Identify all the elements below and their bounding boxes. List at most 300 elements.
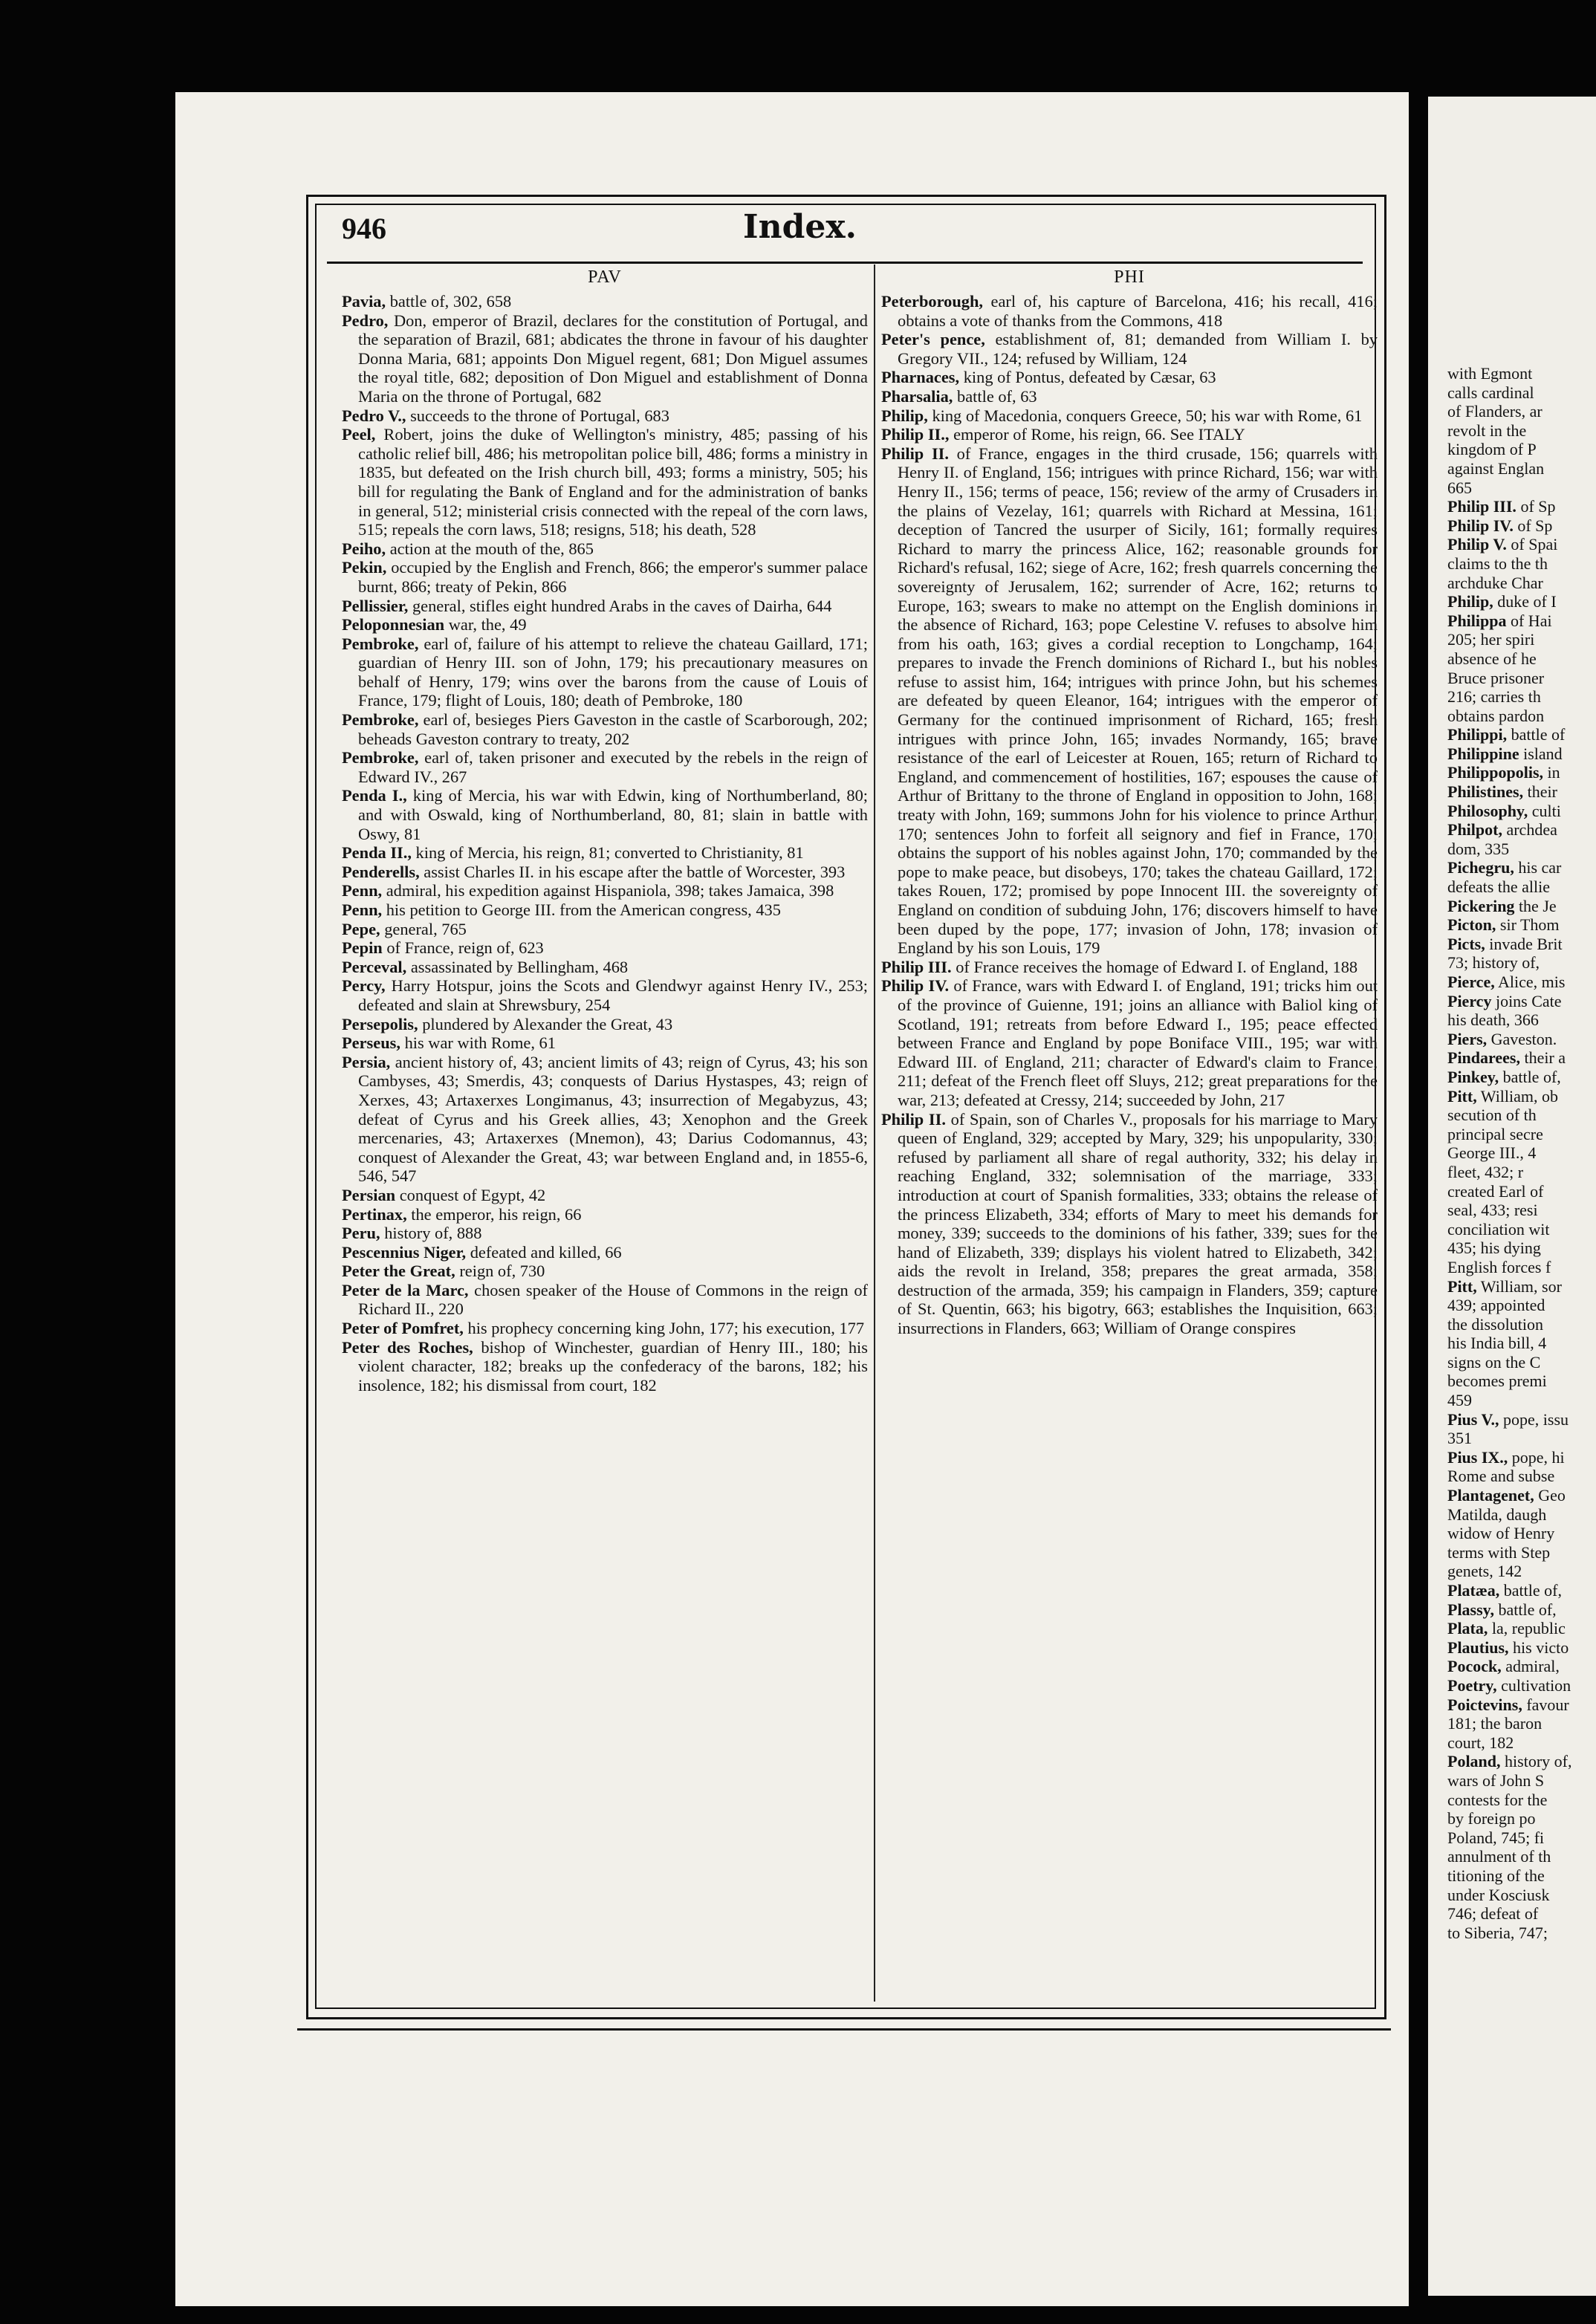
entry-text: la, republic	[1488, 1619, 1566, 1638]
entry-text: against Englan	[1447, 458, 1545, 478]
entry-text: island	[1519, 744, 1563, 763]
entry-text: of Flanders, ar	[1447, 402, 1543, 421]
entry-headword: Piers,	[1447, 1029, 1488, 1048]
index-entry	[1447, 440, 1596, 459]
entry-text: Geo	[1534, 1486, 1566, 1505]
entry-text: Poland, 745; fi	[1447, 1828, 1545, 1847]
index-entry	[881, 330, 1378, 368]
index-entry	[342, 597, 868, 616]
index-entry	[1447, 497, 1596, 516]
entry-headword: Piercy	[1447, 991, 1492, 1010]
index-entry	[342, 1319, 868, 1338]
index-entry	[1447, 1733, 1596, 1753]
entry-text: archdea	[1502, 820, 1557, 840]
index-entry	[1447, 1904, 1596, 1924]
entry-text: assassinated by Bellingham, 468	[406, 957, 629, 976]
entry-text: earl of, taken prisoner and executed by the rebels in the reign of Edward IV., 267	[358, 748, 868, 786]
entry-headword: Philip,	[881, 406, 928, 425]
entry-text: action at the mouth of the, 865	[386, 539, 594, 558]
index-entry	[1447, 992, 1596, 1011]
entry-text: emperor of Rome, his reign, 66. See ITALY	[949, 425, 1245, 444]
index-entry	[1447, 421, 1596, 441]
entry-text: 665	[1447, 478, 1472, 497]
entry-headword: Pekin,	[342, 558, 387, 577]
index-entry	[342, 786, 868, 843]
index-entry	[342, 292, 868, 311]
entry-text: court, 182	[1447, 1733, 1514, 1752]
entry-headword: Picton,	[1447, 915, 1496, 935]
entry-headword: Peter's pence,	[881, 330, 985, 349]
index-entry	[1447, 1334, 1596, 1353]
index-entry	[1447, 973, 1596, 992]
entry-headword: Philip,	[1447, 592, 1493, 611]
entry-text: of Spain, son of Charles V., proposals for his marriage to Mary queen of England, 329; accepted by Mary, 329; his unpopularity, 330; refused by parliament all share of regal authority, 332; his delay in reaching England, 332; solemnisation of the marriage, 333; introduction at court of Spanish formalities, 333; obtains the release of the princess Elizabeth, 334; efforts of Mary to meet his demands for money, 339; succeeds to the dominions of his father, 339; sues for the hand of Elizabeth, 339; displays his violent hatred to Elizabeth, 342; aids the revolt in Ireland, 358; prepares the great armada, 358; destruction of the armada, 359; his campaign in Flanders, 359; capture of St. Quentin, 663; his bigotry, 663; establishes the Inquisition, 663; insurrections in Flanders, 663; William of Orange conspires	[898, 1109, 1378, 1338]
index-entry	[1447, 1296, 1596, 1315]
entry-text: defeated and killed, 66	[466, 1242, 622, 1262]
entry-headword: Peter of Pomfret,	[342, 1319, 464, 1338]
index-entry	[1447, 1068, 1596, 1087]
entry-headword: Perseus,	[342, 1033, 400, 1053]
entry-headword: Philip V.	[1447, 535, 1507, 554]
index-entry	[1447, 1220, 1596, 1239]
entry-text: establishment of, 81; demanded from William I. by Gregory VII., 124; refused by William, 124	[898, 330, 1378, 368]
entry-text: war, the, 49	[444, 615, 527, 634]
entry-text: of France, wars with Edward I. of England, 191; tricks him out of the province of Guienne, 191; joins an alliance with Baliol king of Scotland, 191; retreats from before Edward I., 195; peace effected between France and England by pope Boniface VIII., 195; war with Edward III. of England, 211; character of Edward's claim to France, 211; defeat of the French fleet off Sluys, 212; great preparations for the war, 213; defeated at Cressy, 214; succeeded by John, 217	[898, 976, 1378, 1109]
index-entry	[1447, 1315, 1596, 1334]
index-entry	[342, 748, 868, 786]
index-entry	[1447, 858, 1596, 877]
index-entry	[881, 958, 1378, 977]
entry-headword: Peel,	[342, 425, 376, 444]
entry-headword: Penn,	[342, 900, 383, 919]
entry-text: his victo	[1508, 1637, 1569, 1657]
entry-text: battle of, 302, 658	[386, 292, 512, 311]
entry-headword: Philip II.	[881, 1109, 946, 1129]
entry-headword: Pitt,	[1447, 1276, 1477, 1296]
entry-text: bishop of Winchester, guardian of Henry III., 180; his violent character, 182; breaks up the confederacy of the barons, 182; his insolence, 182; his dismissal from court, 182	[358, 1337, 868, 1395]
entry-headword: Peter des Roches,	[342, 1337, 473, 1357]
entry-text: by foreign po	[1447, 1809, 1536, 1828]
entry-headword: Philpot,	[1447, 820, 1502, 840]
entry-text: 435; his dying	[1447, 1239, 1541, 1258]
index-entry	[881, 976, 1378, 1109]
index-entry	[1447, 1886, 1596, 1905]
entry-text: 351	[1447, 1429, 1472, 1448]
entry-text: duke of I	[1493, 592, 1557, 611]
index-entry	[1447, 1657, 1596, 1676]
entry-text: 73; history of,	[1447, 953, 1540, 973]
index-entry	[1447, 1182, 1596, 1201]
entry-text: principal secre	[1447, 1124, 1543, 1143]
entry-headword: Pharsalia,	[881, 386, 953, 406]
index-entry	[1447, 1258, 1596, 1277]
entry-headword: Philip III.	[881, 957, 952, 976]
index-entry	[881, 292, 1378, 330]
entry-headword: Platæa,	[1447, 1581, 1500, 1600]
entry-text: their a	[1519, 1048, 1566, 1068]
entry-text: under Kosciusk	[1447, 1885, 1550, 1904]
entry-headword: Penda I.,	[342, 786, 407, 805]
index-entry	[342, 1281, 868, 1319]
index-entry	[1447, 1695, 1596, 1715]
index-entry	[1447, 1676, 1596, 1695]
entry-text: conciliation wit	[1447, 1219, 1550, 1239]
entry-headword: Pepe,	[342, 919, 380, 938]
entry-text: battle of,	[1499, 1067, 1561, 1086]
entry-headword: Pembroke,	[342, 634, 419, 653]
index-entry	[342, 881, 868, 900]
index-entry	[1447, 1048, 1596, 1068]
entry-headword: Pierce,	[1447, 973, 1495, 991]
entry-text: William, ob	[1476, 1086, 1559, 1106]
index-entry	[1447, 554, 1596, 574]
entry-text: 181; the baron	[1447, 1714, 1543, 1733]
index-entry	[342, 863, 868, 882]
entry-text: George III., 4	[1447, 1143, 1537, 1163]
entry-text: culti	[1528, 801, 1561, 820]
entry-headword: Peterborough,	[881, 292, 984, 311]
entry-text: pope, issu	[1499, 1409, 1569, 1429]
index-entry	[1447, 1866, 1596, 1886]
entry-text: absence of he	[1447, 649, 1537, 668]
index-entry	[1447, 1486, 1596, 1505]
entry-text: his car	[1514, 858, 1562, 877]
page-number: 946	[342, 212, 386, 245]
index-entry	[1447, 459, 1596, 478]
index-entry	[1447, 1353, 1596, 1372]
index-entry	[1447, 535, 1596, 554]
entry-headword: Philip IV.	[881, 976, 950, 996]
entry-headword: Penda II.,	[342, 843, 412, 863]
entry-text: becomes premi	[1447, 1372, 1547, 1391]
entry-text: earl of, besieges Piers Gaveston in the castle of Scarborough, 202; beheads Gaveston contrary to treaty, 202	[358, 710, 868, 748]
index-entry	[1447, 1391, 1596, 1410]
index-entry	[1447, 1543, 1596, 1562]
entry-text: invade Brit	[1485, 934, 1563, 953]
entry-text: of Spai	[1506, 535, 1558, 554]
index-entry	[342, 938, 868, 958]
entry-text: the Je	[1514, 896, 1557, 915]
entry-headword: Pedro,	[342, 311, 389, 330]
index-entry	[881, 1110, 1378, 1338]
entry-headword: Peter the Great,	[342, 1262, 455, 1281]
index-entry	[342, 1186, 868, 1205]
entry-headword: Pavia,	[342, 292, 386, 311]
entry-text: earl of, his capture of Barcelona, 416; his recall, 416; obtains a vote of thanks from the Commons, 418	[898, 292, 1378, 330]
index-entry	[1447, 1809, 1596, 1828]
entry-headword: Percy,	[342, 976, 386, 996]
entry-text: revolt in the	[1447, 421, 1527, 440]
entry-headword: Philippi,	[1447, 725, 1508, 744]
index-column-middle	[881, 267, 1378, 2002]
index-entry	[342, 710, 868, 748]
entry-headword: Pickering	[1447, 896, 1515, 915]
entry-headword: Perceval,	[342, 957, 407, 976]
entry-headword: Plata,	[1447, 1619, 1488, 1638]
entry-text: king of Pontus, defeated by Cæsar, 63	[959, 368, 1216, 387]
entry-headword: Philip II.	[881, 444, 949, 463]
index-entry	[1447, 1125, 1596, 1144]
entry-text: 439; appointed	[1447, 1296, 1545, 1315]
entry-text: succeeds to the throne of Portugal, 683	[406, 406, 669, 425]
entry-text: Matilda, daugh	[1447, 1505, 1547, 1524]
entry-text: of France receives the homage of Edward I. of England, 188	[951, 957, 1358, 976]
entry-headword: Pescennius Niger,	[342, 1242, 467, 1262]
entry-text: William, sor	[1476, 1276, 1562, 1296]
entry-text: 746; defeat of	[1447, 1904, 1539, 1924]
index-entry	[342, 406, 868, 426]
entry-headword: Persia,	[342, 1052, 391, 1071]
entry-text: English forces f	[1447, 1257, 1551, 1276]
index-entry	[1447, 630, 1596, 649]
index-entry	[881, 425, 1378, 444]
index-entry	[881, 406, 1378, 426]
entry-text: to Siberia, 747;	[1447, 1923, 1548, 1942]
entry-text: titioning of the	[1447, 1866, 1545, 1885]
entry-headword: Poland,	[1447, 1752, 1501, 1771]
entry-text: Robert, joins the duke of Wellington's ministry, 485; passing of his catholic relief bill, 486; his metropolitan police bill, 486; forms a ministry in 1835, but defeated on the Irish church bill, 493; forms a ministry, 505; his bill for regulating the Bank of England and for the administration of banks in general, 512; ministerial crisis connected with the repeal of the corn laws, 515; repeals the corn laws, 518; resigns, 518; his death, 528	[358, 425, 868, 539]
index-entry	[1447, 1410, 1596, 1429]
index-entry	[1447, 1030, 1596, 1049]
entry-headword: Pius V.,	[1447, 1409, 1499, 1429]
index-entry	[342, 1033, 868, 1053]
entry-text: the dissolution	[1447, 1314, 1543, 1334]
entry-text: Harry Hotspur, joins the Scots and Glendwyr against Henry IV., 253; defeated and slain at Shrewsbury, 254	[358, 976, 868, 1014]
entry-text: king of Mercia, his war with Edwin, king of Northumberland, 80; and with Oswald, king of Northumberland, 80, 81; slain in battle with Oswy, 81	[358, 786, 868, 843]
adjacent-page-strip	[1428, 97, 1596, 2296]
adjacent-page-column	[1436, 364, 1596, 1942]
entry-headword: Pharnaces,	[881, 368, 960, 387]
index-entry	[1447, 1828, 1596, 1848]
footer-rule	[297, 2028, 1391, 2031]
entry-headword: Picts,	[1447, 934, 1485, 953]
entry-text: archduke Char	[1447, 573, 1543, 592]
index-entry	[1447, 1239, 1596, 1258]
entry-headword: Philosophy,	[1447, 801, 1528, 820]
entry-text: their	[1523, 782, 1557, 802]
index-entry	[1447, 1277, 1596, 1296]
index-entry	[342, 615, 868, 634]
entry-text: genets, 142	[1447, 1562, 1522, 1581]
entry-headword: Philippine	[1447, 744, 1519, 763]
entry-text: Bruce prisoner	[1447, 668, 1545, 687]
entry-text: occupied by the English and French, 866; the emperor's summer palace burnt, 866; treaty of Pekin, 866	[358, 558, 868, 596]
index-entry	[881, 387, 1378, 406]
entry-headword: Poictevins,	[1447, 1695, 1522, 1714]
index-entry	[342, 920, 868, 939]
index-entry	[1447, 383, 1596, 403]
entry-text: his petition to George III. from the American congress, 435	[382, 900, 781, 919]
index-entry	[1447, 877, 1596, 897]
index-entry	[1447, 516, 1596, 536]
entry-text: chosen speaker of the House of Commons in the reign of Richard II., 220	[358, 1280, 868, 1319]
index-entry	[881, 368, 1378, 387]
entry-text: of France, reign of, 623	[382, 938, 544, 958]
entry-headword: Pinkey,	[1447, 1067, 1499, 1086]
entry-text: cultivation	[1496, 1675, 1571, 1695]
index-entry	[1447, 1505, 1596, 1525]
entry-headword: Peiho,	[342, 539, 386, 558]
entry-text: his India bill, 4	[1447, 1334, 1547, 1353]
entry-text: 459	[1447, 1391, 1472, 1410]
entry-text: Gaveston.	[1487, 1029, 1557, 1048]
entry-headword: Pepin	[342, 938, 383, 958]
entry-text: battle of,	[1499, 1581, 1562, 1600]
index-entry	[1447, 1847, 1596, 1866]
index-entry	[1447, 364, 1596, 383]
entry-headword: Peter de la Marc,	[342, 1280, 469, 1299]
entry-headword: Peloponnesian	[342, 615, 445, 634]
index-entry	[1447, 611, 1596, 631]
entry-text: seal, 433; resi	[1447, 1201, 1538, 1220]
entry-text: contests for the	[1447, 1790, 1548, 1809]
entry-headword: Pembroke,	[342, 748, 419, 767]
page-title: Index.	[743, 208, 857, 246]
entry-headword: Peru,	[342, 1224, 380, 1243]
index-entry	[1447, 1619, 1596, 1638]
index-entry	[342, 1053, 868, 1186]
entry-headword: Pellissier,	[342, 596, 409, 615]
entry-text: king of Macedonia, conquers Greece, 50; his war with Rome, 61	[927, 406, 1363, 425]
index-column-left	[342, 267, 868, 2002]
index-entry	[1447, 1714, 1596, 1733]
entry-text: of Sp	[1513, 516, 1553, 535]
index-entry	[1447, 478, 1596, 498]
index-entry	[342, 1205, 868, 1224]
index-entry	[1447, 1791, 1596, 1810]
index-entry	[1447, 1143, 1596, 1163]
entry-text: history of,	[1500, 1752, 1572, 1771]
entry-text: his war with Rome, 61	[400, 1033, 556, 1053]
column-divider	[874, 264, 875, 2002]
entry-text: king of Mercia, his reign, 81; converted to Christianity, 81	[411, 843, 804, 863]
index-entry	[1447, 707, 1596, 726]
entry-text: Rome and subse	[1447, 1467, 1555, 1486]
index-entry	[881, 444, 1378, 958]
index-entry	[342, 1338, 868, 1395]
index-entry	[1447, 1201, 1596, 1220]
entry-text: admiral,	[1501, 1657, 1560, 1676]
entry-headword: Philip III.	[1447, 497, 1516, 516]
entry-headword: Philip IV.	[1447, 516, 1514, 535]
entry-text: of France, engages in the third crusade, 156; quarrels with Henry II. of England, 156; intrigues with prince Richard, 156; war with Henry II., 156; terms of peace, 156; review of the army of Crusaders in the plains of Vezelay, 161; quarrels with Richard at Messina, 161; deception of Tancred the usurper of Sicily, 161; formally requires Richard to marry the princess Alice, 162; reasonable grounds for Richard's refusal, 162; siege of Acre, 162; fresh quarrels concerning the sovereignty of Jerusalem, 162; surrender of Acre, 162; returns to Europe, 163; swears to make no attempt on the English dominions in the absence of Richard, 163; pope Celestine V. refuses to absolve him from his oath, 163; gives a cordial reception to Longchamp, 164; prepares to invade the French dominions of Richard I., but his nobles refuse to assist him, 164; intrigues with prince John, but his schemes are defeated by queen Eleanor, 164; intrigues with the emperor of Germany for the continued imprisonment of Richard, 165; fresh intrigues with prince John, 165; invades Normandy, 165; brave resistance of the earl of Leicester at Rouen, 165; return of Richard to England, and commencement of hostilities, 167; espouses the cause of Arthur of Brittany to the throne of England in opposition to John, 168; treaty with John, 169; summons John for his violence to prince Arthur, 170; sentences John to forfeit all seignory and fief in France, 170; obtains the support of his nobles against John, 170; commanded by the pope to make peace, but disobeys, 170; takes the chateau Gaillard, 172; takes Rouen, 172; promised by pope Innocent III. the sovereignty of England on condition of subduing John, 176; discovers himself to have been duped by the pope, 177; invasion of John, 178; invasion of England by his son Louis, 179	[898, 444, 1378, 958]
entry-headword: Penderells,	[342, 862, 420, 881]
index-entry	[1447, 782, 1596, 802]
entry-headword: Philistines,	[1447, 782, 1524, 802]
entry-text: general, 765	[380, 919, 467, 938]
entry-text: the emperor, his reign, 66	[406, 1204, 582, 1224]
entry-text: joins Cate	[1491, 991, 1562, 1010]
index-entry	[1447, 1524, 1596, 1543]
index-entry	[1447, 1562, 1596, 1581]
index-entry	[1447, 592, 1596, 611]
index-entry	[342, 843, 868, 863]
entry-text: defeats the allie	[1447, 877, 1551, 897]
index-entry	[342, 1262, 868, 1281]
index-entry	[1447, 763, 1596, 782]
index-entry	[1447, 820, 1596, 840]
column-heading-left: PAV	[588, 267, 622, 287]
index-entry	[1447, 840, 1596, 859]
index-entry	[1447, 915, 1596, 935]
index-entry	[1447, 897, 1596, 916]
entry-headword: Pindarees,	[1447, 1048, 1520, 1068]
entry-text: Don, emperor of Brazil, declares for the constitution of Portugal, and the separation of Brazil, 681; abdicates the throne in favour of his daughter Donna Maria, 681; appoints Don Miguel regent, 681; Don Miguel assumes the royal title, 682; deposition of Don Miguel and establishment of Donna Maria on the throne of Portugal, 682	[358, 311, 868, 406]
entry-headword: Persepolis,	[342, 1014, 418, 1033]
index-entry	[1447, 1467, 1596, 1486]
index-entry	[1447, 1581, 1596, 1600]
index-entry	[1447, 574, 1596, 593]
column-heading-middle: PHI	[1114, 267, 1145, 287]
index-entry	[1447, 802, 1596, 821]
entry-headword: Penn,	[342, 881, 383, 900]
entry-headword: Pius IX.,	[1447, 1447, 1508, 1467]
index-entry	[342, 311, 868, 406]
entry-headword: Pichegru,	[1447, 858, 1514, 877]
entry-text: widow of Henry	[1447, 1524, 1555, 1543]
entry-text: pope, hi	[1508, 1447, 1565, 1467]
entry-text: annulment of th	[1447, 1847, 1551, 1866]
entry-text: ancient history of, 43; ancient limits of 43; reign of Cyrus, 43; his son Cambyses, 43; Smerdis, 43; conquests of Darius Hystaspes, 43; reign of Xerxes, 43; Artaxerxes Longimanus, 43; insurrection of Megabyzus, 43; defeat of Cyrus and his Greek allies, 43; Xenophon and the Greek mercenaries, 43; Artaxerxes (Mnemon), 43; Darius Codomannus, 43; conquest of Alexander the Great, 43; war between England and, in 1855-6, 546, 547	[358, 1052, 868, 1186]
entry-text: battle of,	[1493, 1600, 1557, 1619]
entry-headword: Pedro V.,	[342, 406, 406, 425]
entry-text: 205; her spiri	[1447, 630, 1535, 649]
index-entry	[1447, 1448, 1596, 1467]
entry-text: wars of John S	[1447, 1770, 1545, 1790]
index-entry	[1447, 1010, 1596, 1030]
index-entry	[342, 558, 868, 596]
entry-headword: Plantagenet,	[1447, 1486, 1534, 1505]
index-entry	[342, 1015, 868, 1034]
index-entry	[1447, 953, 1596, 973]
entry-text: calls cardinal	[1447, 383, 1534, 402]
entry-text: earl of, failure of his attempt to relieve the chateau Gaillard, 171; guardian of Henry III. son of John, 179; his precautionary measures on behalf of Henry, 179; wins over the barons from the cause of Louis of France, 179; flight of Louis, 180; death of Pembroke, 180	[358, 634, 868, 710]
index-entry	[342, 1243, 868, 1262]
entry-headword: Philip II.,	[881, 425, 950, 444]
entry-headword: Philippopolis,	[1447, 763, 1544, 782]
header-rule	[327, 262, 1363, 264]
entry-text: battle of, 63	[953, 386, 1037, 406]
entry-text: 216; carries th	[1447, 687, 1541, 707]
index-entry	[342, 900, 868, 920]
index-entry	[1447, 1429, 1596, 1448]
entry-text: dom, 335	[1447, 839, 1510, 858]
index-entry	[342, 958, 868, 977]
entry-text: history of, 888	[380, 1224, 482, 1243]
entry-headword: Pitt,	[1447, 1086, 1477, 1106]
entry-text: his death, 366	[1447, 1010, 1539, 1030]
entry-text: signs on the C	[1447, 1352, 1541, 1372]
index-entry	[342, 1224, 868, 1243]
index-entry	[1447, 1087, 1596, 1106]
entry-text: terms with Step	[1447, 1542, 1551, 1562]
entry-headword: Plassy,	[1447, 1600, 1494, 1619]
entry-headword: Philippa	[1447, 611, 1507, 630]
entry-text: general, stifles eight hundred Arabs in the caves of Dairha, 644	[408, 596, 832, 615]
index-entry	[1447, 725, 1596, 744]
entry-text: created Earl of	[1447, 1181, 1544, 1201]
entry-headword: Poetry,	[1447, 1675, 1497, 1695]
entry-text: secution of th	[1447, 1106, 1537, 1125]
index-entry	[342, 425, 868, 539]
entry-text: conquest of Egypt, 42	[395, 1185, 546, 1204]
index-entry	[342, 634, 868, 710]
entry-text: obtains pardon	[1447, 706, 1545, 725]
entry-headword: Persian	[342, 1185, 396, 1204]
index-entry	[1447, 687, 1596, 707]
entry-text: Alice, mis	[1494, 973, 1566, 991]
index-entry	[1447, 649, 1596, 669]
